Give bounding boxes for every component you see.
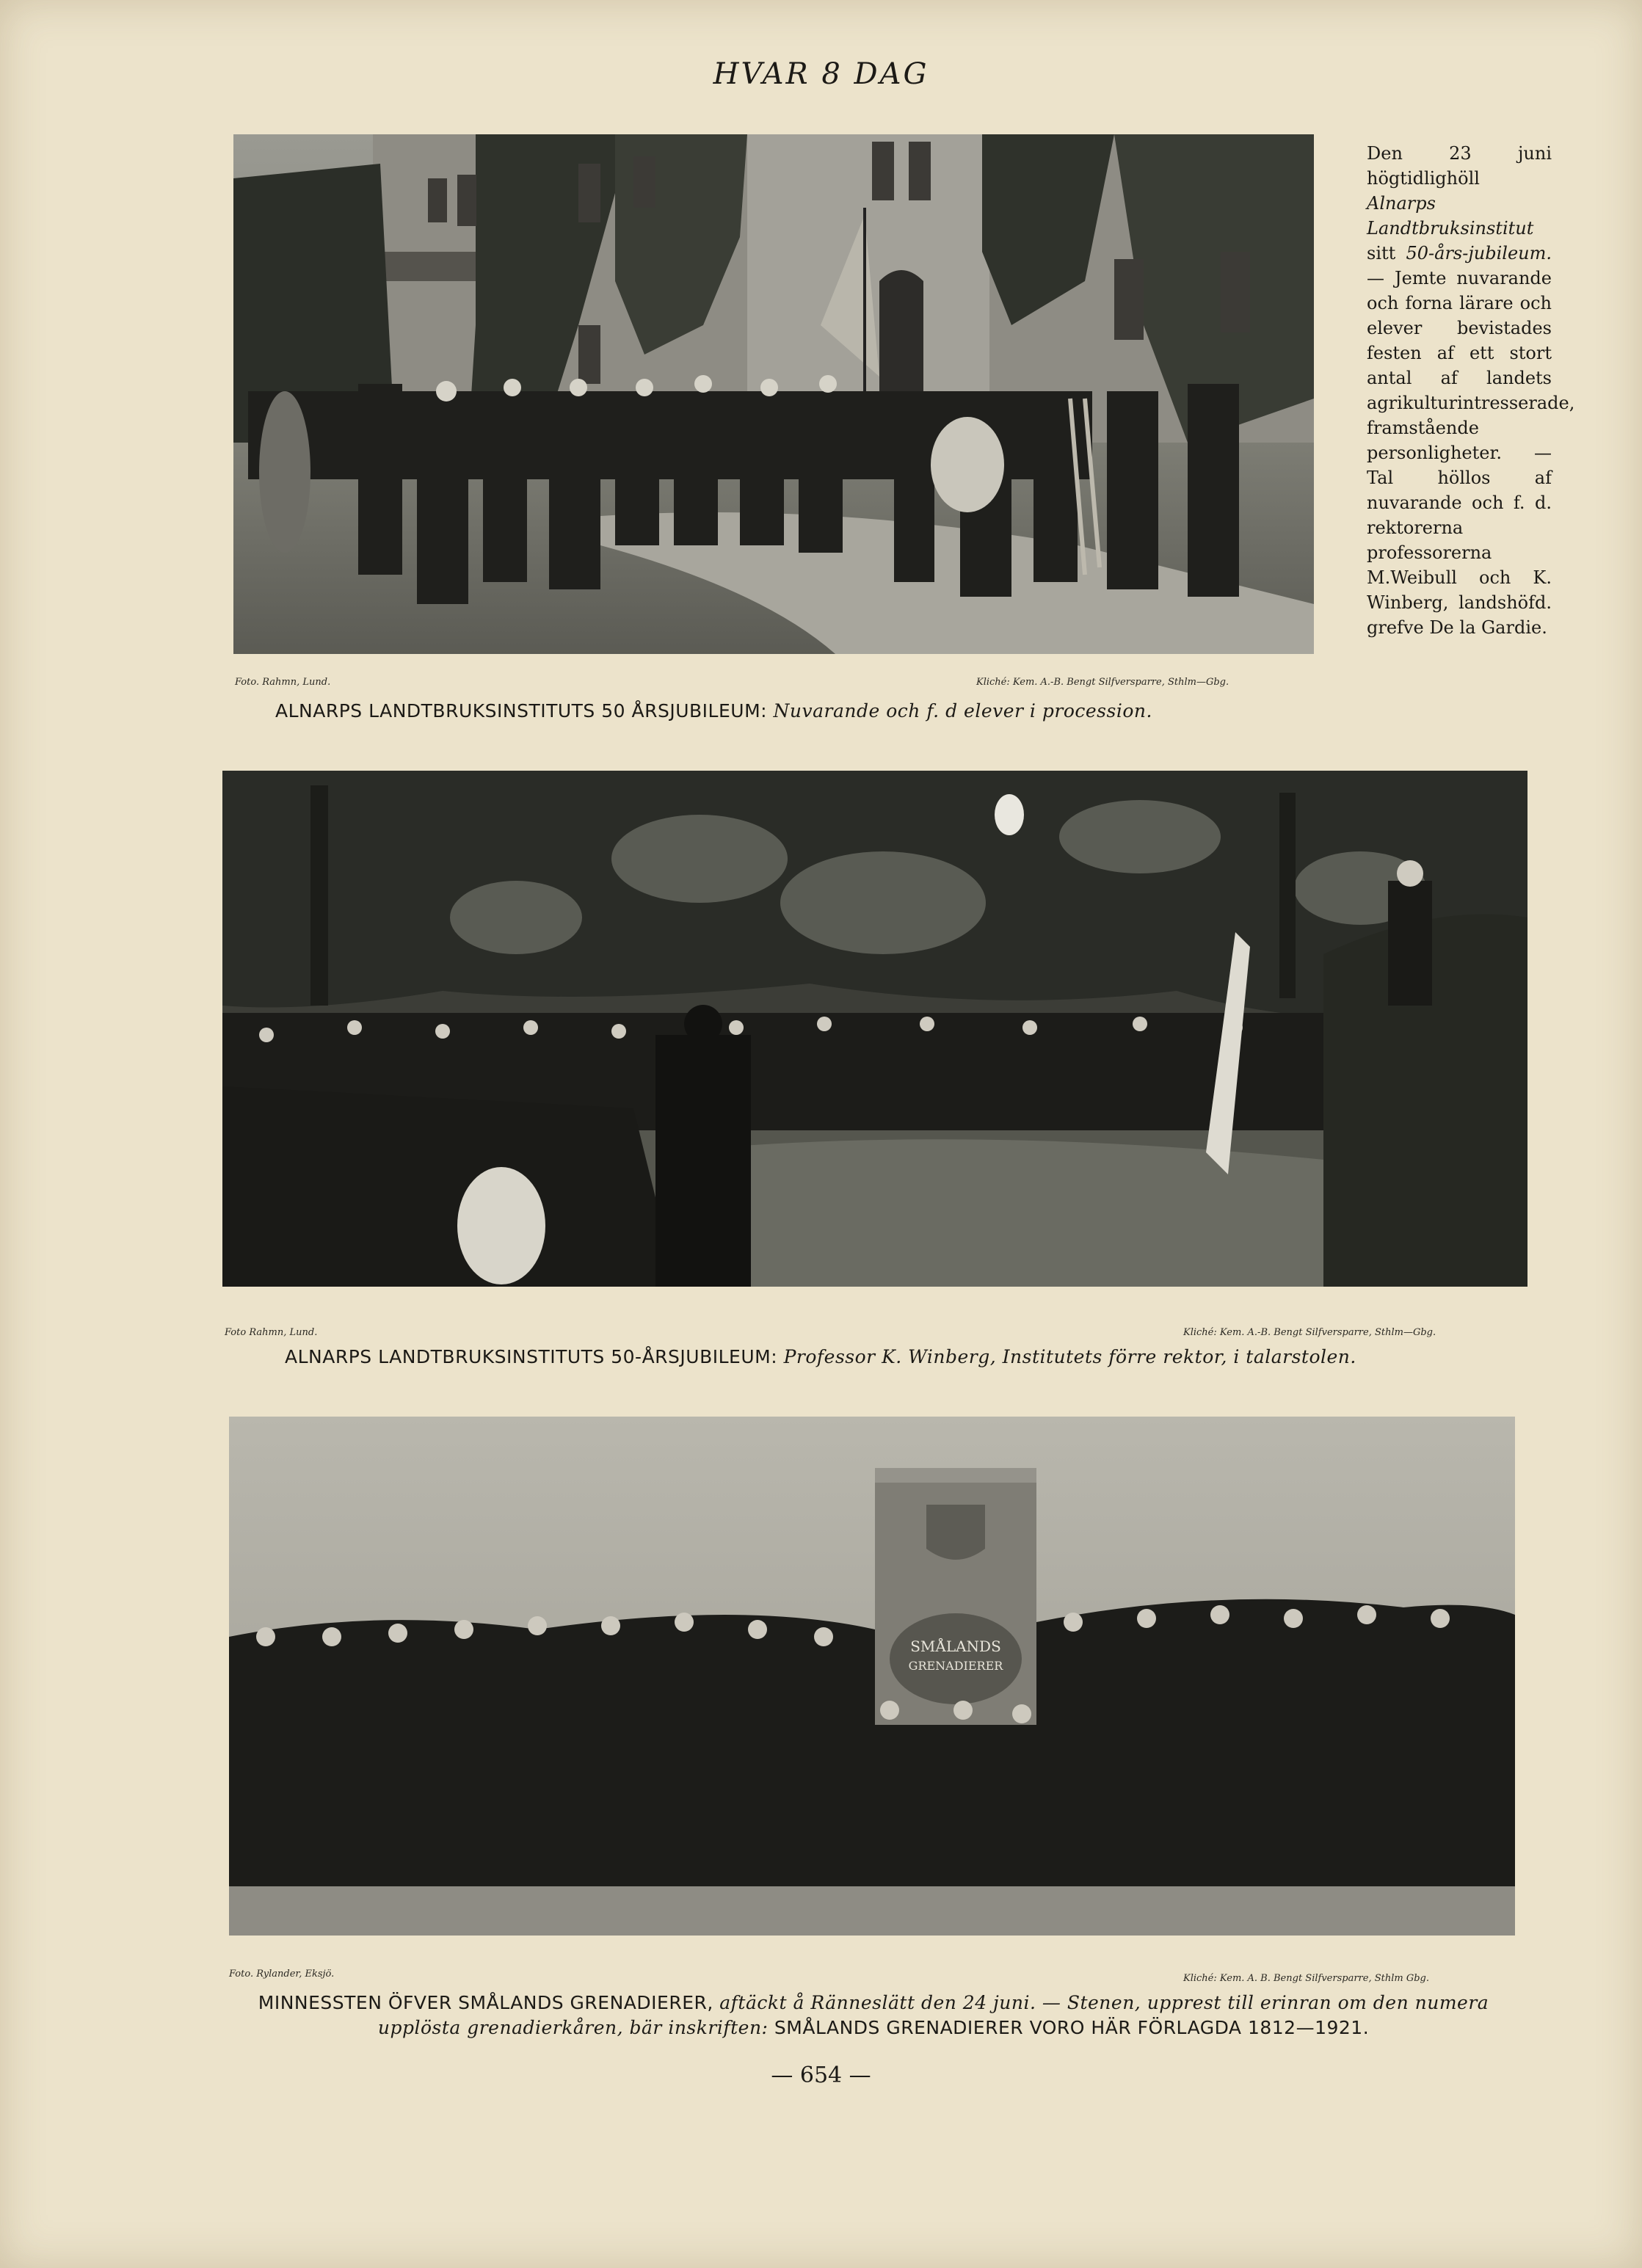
side-text-jubilee: 50-års-jubileum. xyxy=(1406,243,1552,263)
caption-inscription: SMÅLANDS GRENADIERER VORO HÄR FÖRLAGDA 1812—1921. xyxy=(774,2017,1370,2038)
running-head: HVAR 8 DAG xyxy=(713,57,929,91)
caption-description: Nuvarande och f. d elever i procession. xyxy=(773,700,1152,722)
caption-description: Professor K. Winberg, Institutets förre rektor, i talarstolen. xyxy=(783,1346,1356,1367)
photo-monument xyxy=(229,1417,1515,1936)
page-number: — 654 — xyxy=(771,2062,871,2088)
caption-description: aftäckt å Ränneslätt den 24 juni. — Stenen, upprest till erinran om den numera upplösta grenadierkåren, bär inskriften: xyxy=(377,1992,1489,2038)
photo-credit-right: Kliché: Kem. A. B. Bengt Silfversparre, Sthlm Gbg. xyxy=(1183,1973,1429,1984)
caption-lead: ALNARPS LANDTBRUKSINSTITUTS 50-ÅRSJUBILEUM: xyxy=(285,1346,778,1367)
photo-credit-left: Foto Rahmn, Lund. xyxy=(225,1327,318,1338)
side-text-intro: Den 23 juni högtidlighöll xyxy=(1367,143,1552,189)
photo-credit-right: Kliché: Kem. A.-B. Bengt Silfversparre, Sthlm—Gbg. xyxy=(976,677,1229,688)
side-text-subject: Alnarps Landtbruksinstitut xyxy=(1367,193,1534,239)
side-text-body: — Jemte nuvarande och forna lärare och elever bevistades festen af ett stort antal af landets agrikulturintresserade, framstående personligheter. — Tal höllos af nuvarande och f. d. rektorerna professorerna M.Weibull och K. Winberg, landshöfd. grefve De la Gardie. xyxy=(1367,268,1575,638)
side-text-mid: sitt xyxy=(1367,243,1396,263)
photo-credit-left: Foto. Rylander, Eksjö. xyxy=(229,1969,335,1980)
photo-speech xyxy=(222,771,1527,1287)
monument-inscription: SMÅLANDS xyxy=(910,1638,1001,1655)
photo-caption xyxy=(275,699,1318,724)
monument-inscription: GRENADIERER xyxy=(908,1659,1003,1673)
side-column-text xyxy=(1367,141,1575,640)
photo-procession xyxy=(233,134,1314,654)
photo-credit-left: Foto. Rahmn, Lund. xyxy=(235,677,331,688)
photo-credit-right: Kliché: Kem. A.-B. Bengt Silfversparre, Sthlm—Gbg. xyxy=(1183,1327,1436,1338)
caption-lead: ALNARPS LANDTBRUKSINSTITUTS 50 ÅRSJUBILEUM: xyxy=(275,700,768,722)
photo-caption xyxy=(285,1345,1518,1370)
photo-caption xyxy=(220,1991,1527,2040)
caption-lead: MINNESSTEN ÖFVER SMÅLANDS GRENADIERER, xyxy=(258,1992,713,2013)
